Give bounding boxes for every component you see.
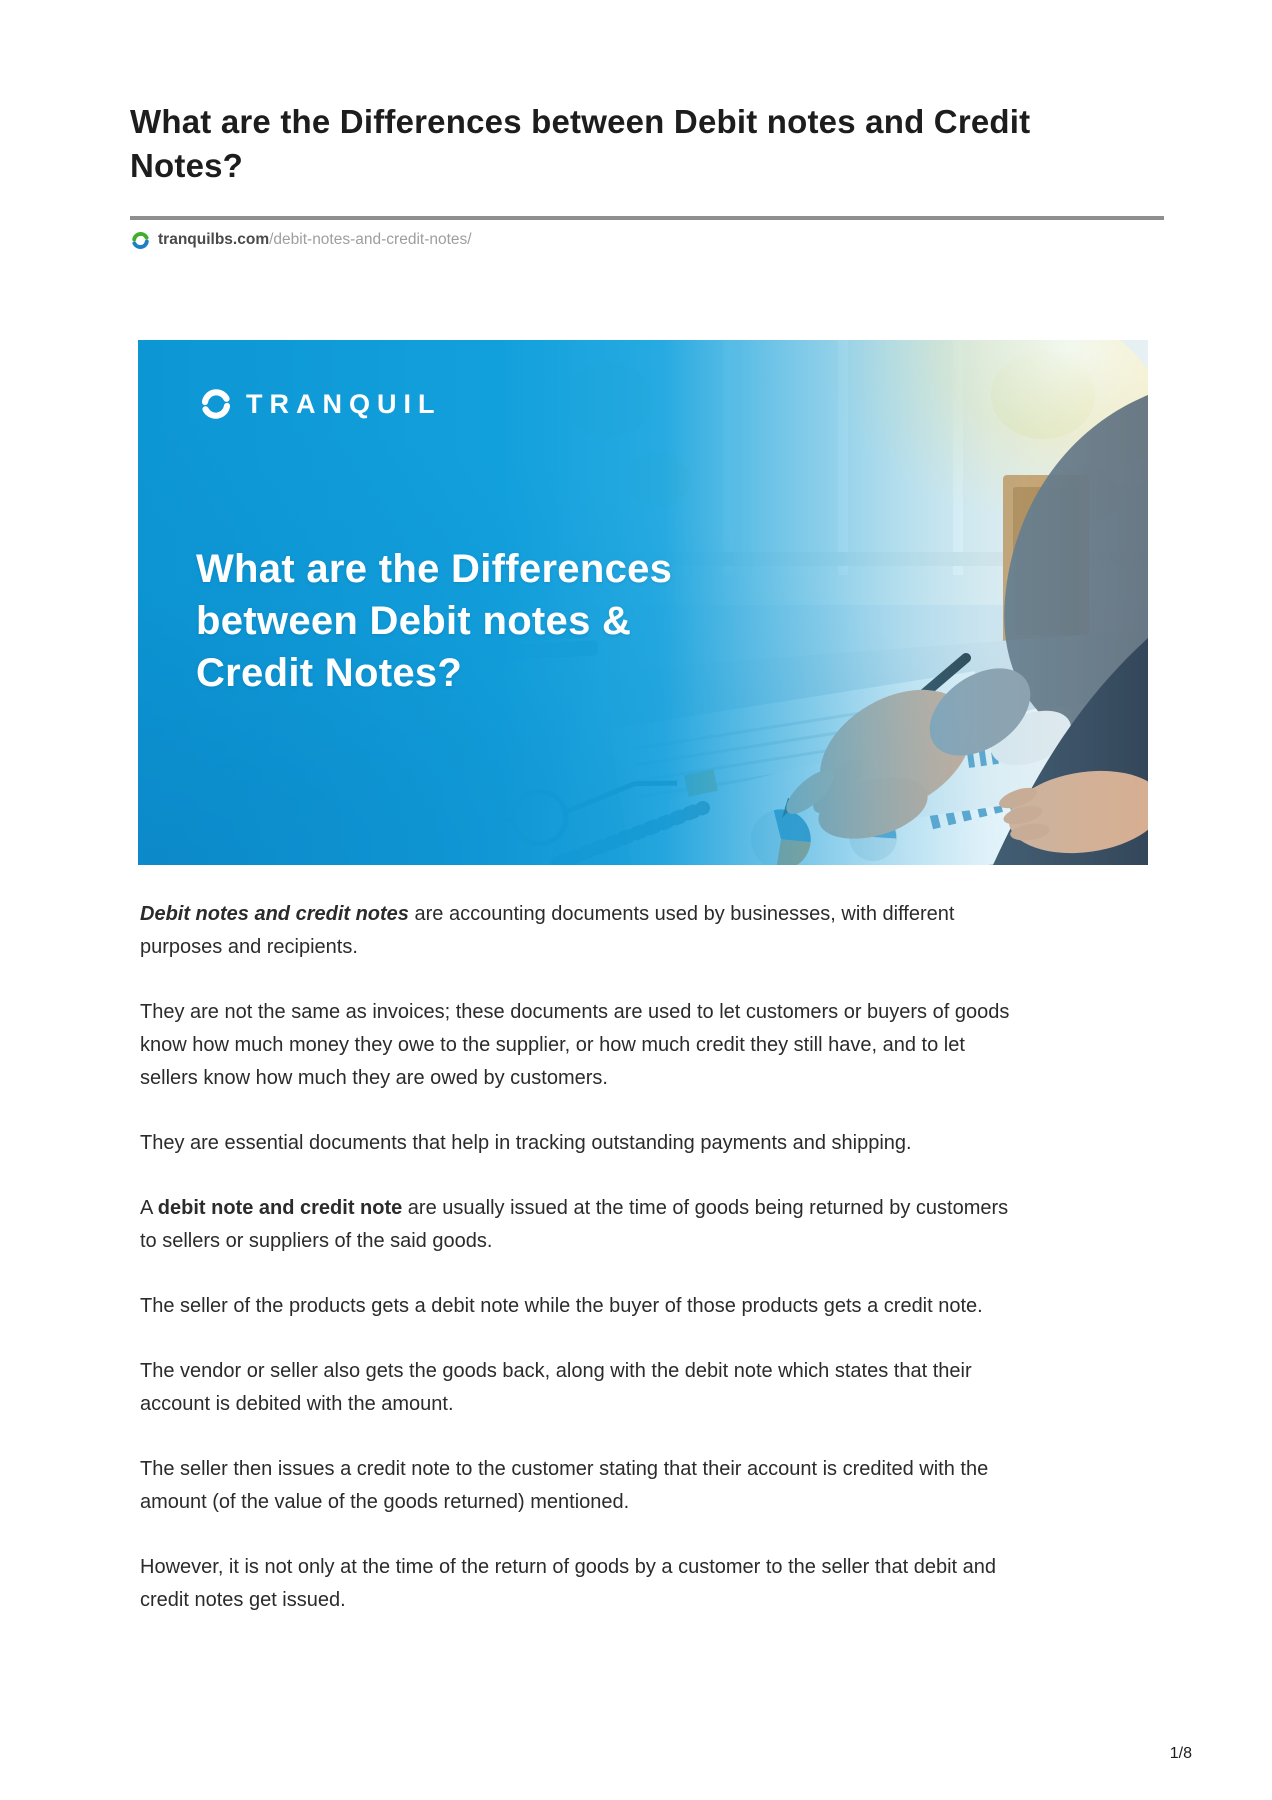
hero-title xyxy=(196,543,672,699)
article-paragraph xyxy=(140,1551,1020,1617)
title-divider xyxy=(130,216,1164,220)
paragraph-text: However, it is not only at the time of the return of goods by a customer to the seller that debit and credit notes get issued. xyxy=(140,1556,997,1611)
paragraph-emphasis-text: debit note and credit note xyxy=(157,1197,403,1219)
paragraph-text: are usually issued at the time of goods being returned by customers to sellers or suppliers of the said goods. xyxy=(140,1197,1009,1252)
paragraph-text: They are essential documents that help in tracking outstanding payments and shipping. xyxy=(140,1132,912,1154)
source-link[interactable] xyxy=(130,229,1164,251)
paragraph-text: The vendor or seller also gets the goods back, along with the debit note which states that their account is debited with the amount. xyxy=(140,1360,972,1415)
page-title: What are the Differences between Debit notes and Credit Notes? xyxy=(130,103,1031,184)
paragraph-text: They are not the same as invoices; these documents are used to let customers or buyers of goods know how much money they owe to the supplier, or how much credit they still have, and to let sellers know how much they are owed by customers. xyxy=(140,1001,1010,1089)
article-paragraph xyxy=(140,1453,1020,1519)
hero-title-line: What are the Differences xyxy=(196,547,673,591)
hero-brand-logo xyxy=(198,386,441,422)
page-number: 1/8 xyxy=(1169,1745,1192,1762)
paragraph-text: The seller of the products gets a debit note while the buyer of those products gets a credit note. xyxy=(140,1295,983,1317)
paragraph-text: The seller then issues a credit note to the customer stating that their account is credited with the amount (of the value of the goods returned) mentioned. xyxy=(140,1458,989,1513)
article-paragraph xyxy=(140,1355,1020,1421)
paragraph-emphasis-text: Debit notes and credit notes xyxy=(140,903,409,925)
paragraph-text: are accounting documents used by businesses, with different purposes and recipients. xyxy=(140,903,955,958)
source-domain: tranquilbs.com xyxy=(158,231,270,248)
tranquil-swirl-icon xyxy=(130,230,151,251)
article-paragraph xyxy=(140,1127,1020,1160)
source-url xyxy=(158,229,472,251)
article-body xyxy=(140,898,1020,1617)
article-paragraph xyxy=(140,1192,1020,1258)
article-paragraph xyxy=(140,996,1020,1095)
hero-brand-name: TRANQUIL xyxy=(246,389,442,419)
article-paragraph xyxy=(140,1290,1020,1323)
article-content xyxy=(130,100,1164,1649)
source-path: /debit-notes-and-credit-notes/ xyxy=(269,231,472,248)
hero-title-line: between Debit notes & xyxy=(196,599,632,643)
hero-title-line: Credit Notes? xyxy=(196,651,463,695)
tranquil-logo-icon xyxy=(198,386,234,422)
paragraph-text: A xyxy=(140,1197,158,1219)
article-paragraph xyxy=(140,898,1020,964)
hero-image xyxy=(138,340,1148,865)
